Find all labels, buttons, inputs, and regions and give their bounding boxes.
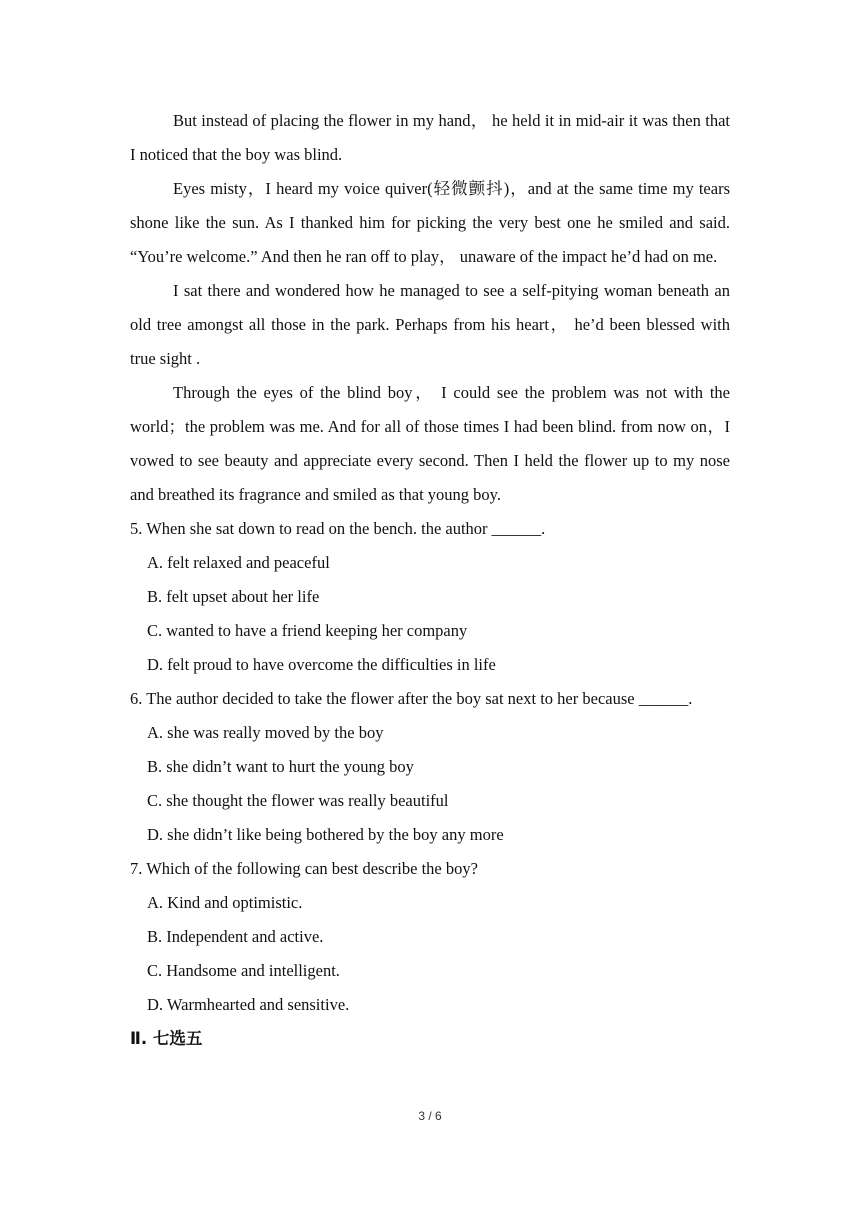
section-heading: Ⅱ. 七选五: [130, 1029, 203, 1048]
passage-paragraph-4: Through the eyes of the blind boy， I could see the problem was not with the world；the problem was me. And for all of those times I had been blind. from now on，I vowed to see beauty and appreciate every second. Then I held the flower up to my nose and breathed its fragrance and smiled as that young boy.: [130, 383, 730, 504]
page-number: 3 / 6: [418, 1109, 442, 1123]
option-b: B. she didn’t want to hurt the young boy: [147, 757, 414, 776]
option-d: D. felt proud to have overcome the difficulties in life: [147, 655, 496, 674]
passage-paragraph-3: I sat there and wondered how he managed to see a self-pitying woman beneath an old tree amongst all those in the park. Perhaps from his heart， he’d been blessed with true sight .: [130, 281, 730, 368]
question-stem: 6. The author decided to take the flower after the boy sat next to her because ______.: [130, 689, 693, 708]
option-c: C. Handsome and intelligent.: [147, 961, 340, 980]
option-a: A. she was really moved by the boy: [147, 723, 384, 742]
document-page: [130, 104, 730, 1056]
question-stem: 5. When she sat down to read on the bench. the author ______.: [130, 519, 546, 538]
option-d: D. Warmhearted and sensitive.: [147, 995, 350, 1014]
option-b: B. felt upset about her life: [147, 587, 320, 606]
question-7: [130, 852, 730, 1022]
passage-paragraph-2: Eyes misty，I heard my voice quiver(轻微颤抖)，and at the same time my tears shone like the sun. As I thanked him for picking the very best one he smiled and said. “You’re welcome.” And then he ran off to play， unaware of the impact he’d had on me.: [130, 179, 730, 266]
reading-passage: [130, 104, 730, 512]
passage-paragraph-1: But instead of placing the flower in my hand， he held it in mid-air it was then that I noticed that the boy was blind.: [130, 111, 730, 164]
question-5: [130, 512, 730, 682]
option-a: A. Kind and optimistic.: [147, 893, 303, 912]
question-stem: 7. Which of the following can best describe the boy?: [130, 859, 478, 878]
option-a: A. felt relaxed and peaceful: [147, 553, 330, 572]
option-d: D. she didn’t like being bothered by the boy any more: [147, 825, 504, 844]
option-b: B. Independent and active.: [147, 927, 324, 946]
option-c: C. wanted to have a friend keeping her company: [147, 621, 468, 640]
question-6: [130, 682, 730, 852]
option-c: C. she thought the flower was really beautiful: [147, 791, 449, 810]
